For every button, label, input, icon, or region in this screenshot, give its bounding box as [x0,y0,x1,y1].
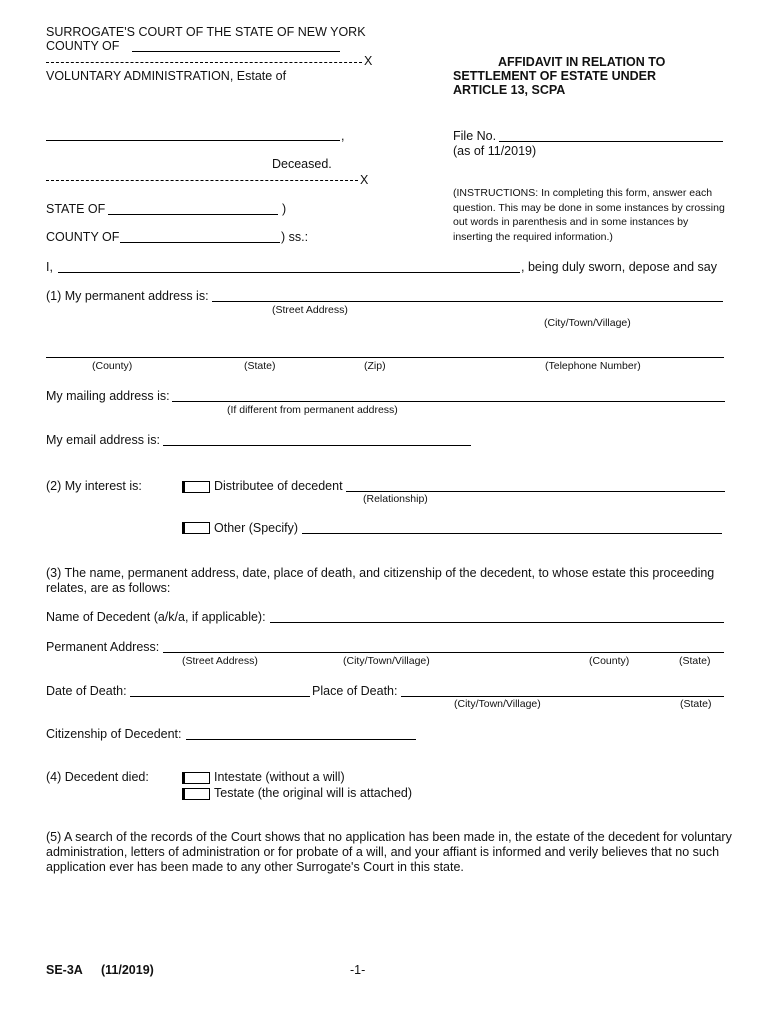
other-label: Other (Specify) [214,521,299,535]
decedent-address-field[interactable] [163,652,724,653]
venue-county-label: COUNTY OF [46,230,120,244]
instructions-text: (INSTRUCTIONS: In completing this form, answer each question. This may be done in some instances by crossing out words in parenthesis and in some instances by inserting the required information.) [453,187,725,243]
caption-divider-top [46,62,362,63]
telephone-caption: (Telephone Number) [545,360,641,372]
distributee-checkbox[interactable] [182,481,210,493]
decedent-name-field[interactable] [270,622,724,623]
state-caption: (State) [244,360,276,372]
citizenship-field[interactable] [186,739,416,740]
email-label: My email address is: [46,433,160,447]
venue-state-paren: ) [282,202,287,216]
if-different-caption: (If different from permanent address) [227,404,398,416]
caption-estate-of: VOLUNTARY ADMINISTRATION, Estate of [46,69,287,83]
decedent-name-label: Name of Decedent (a/k/a, if applicable): [46,610,266,624]
decedent-name-caption-field[interactable] [46,140,340,141]
decedent-city-caption: (City/Town/Village) [343,655,430,667]
distributee-label: Distributee of decedent [214,479,343,493]
caption-x-bottom: X [360,173,369,187]
form-title-line3: ARTICLE 13, SCPA [453,83,566,97]
deceased-label: Deceased. [272,157,332,171]
mailing-address-label: My mailing address is: [46,389,170,403]
caption-x-top: X [364,54,373,68]
zip-caption: (Zip) [364,360,386,372]
venue-ss: ) ss.: [281,230,309,244]
venue-county-field[interactable] [120,242,280,243]
permanent-address-line2-field[interactable] [46,357,724,358]
form-date: (11/2019) [101,963,154,977]
other-checkbox[interactable] [182,522,210,534]
mailing-address-field[interactable] [172,401,725,402]
affiant-name-field[interactable] [58,272,520,273]
permanent-address-field[interactable] [212,301,723,302]
decedent-died-label: (4) Decedent died: [46,770,149,784]
relationship-field[interactable] [346,491,725,492]
decedent-address-label: Permanent Address: [46,640,160,654]
file-no-field[interactable] [499,141,723,142]
county-caption: (County) [92,360,133,372]
form-version-date: (as of 11/2019) [453,144,537,158]
testate-checkbox[interactable] [182,788,210,800]
duly-sworn-text: , being duly sworn, depose and say [521,260,717,274]
page-number: -1- [350,963,366,977]
place-state-caption: (State) [680,698,712,710]
decedent-county-caption: (County) [589,655,630,667]
decedent-state-caption: (State) [679,655,711,667]
relationship-caption: (Relationship) [363,493,428,505]
court-county-label: COUNTY OF [46,39,120,53]
street-address-caption: (Street Address) [272,304,348,316]
section3-intro: (3) The name, permanent address, date, place of death, and citizenship of the decedent, to whose estate this proceeding relates, are as follows: [46,566,715,595]
file-no-label: File No. [453,129,497,143]
date-of-death-field[interactable] [130,696,310,697]
caption-divider-bottom [46,180,358,181]
permanent-address-label: (1) My permanent address is: [46,289,209,303]
court-county-field[interactable] [132,51,340,52]
city-caption: (City/Town/Village) [544,317,631,329]
section5-text: (5) A search of the records of the Court shows that no application has been made in, the estate of the decedent for voluntary administration, letters of administration or for probate of a will, and your affiant is informed and verily believes that no such application ever has been made to any other Surrogate's Court in this state. [46,830,732,874]
citizenship-label: Citizenship of Decedent: [46,727,182,741]
affiant-i-label: I, [46,260,53,274]
date-of-death-label: Date of Death: [46,684,127,698]
intestate-label: Intestate (without a will) [214,770,345,784]
place-of-death-field[interactable] [401,696,724,697]
email-field[interactable] [163,445,471,446]
place-city-caption: (City/Town/Village) [454,698,541,710]
form-id: SE-3A [46,963,83,977]
venue-state-field[interactable] [108,214,278,215]
decedent-street-caption: (Street Address) [182,655,258,667]
venue-state-label: STATE OF [46,202,106,216]
form-title-line2: SETTLEMENT OF ESTATE UNDER [453,69,657,83]
place-of-death-label: Place of Death: [312,684,398,698]
intestate-checkbox[interactable] [182,772,210,784]
other-specify-field[interactable] [302,533,722,534]
testate-label: Testate (the original will is attached) [214,786,413,800]
interest-label: (2) My interest is: [46,479,142,493]
caption-comma: , [341,129,345,143]
court-name: SURROGATE'S COURT OF THE STATE OF NEW YORK [46,25,366,39]
form-title-line1: AFFIDAVIT IN RELATION TO [498,55,666,69]
